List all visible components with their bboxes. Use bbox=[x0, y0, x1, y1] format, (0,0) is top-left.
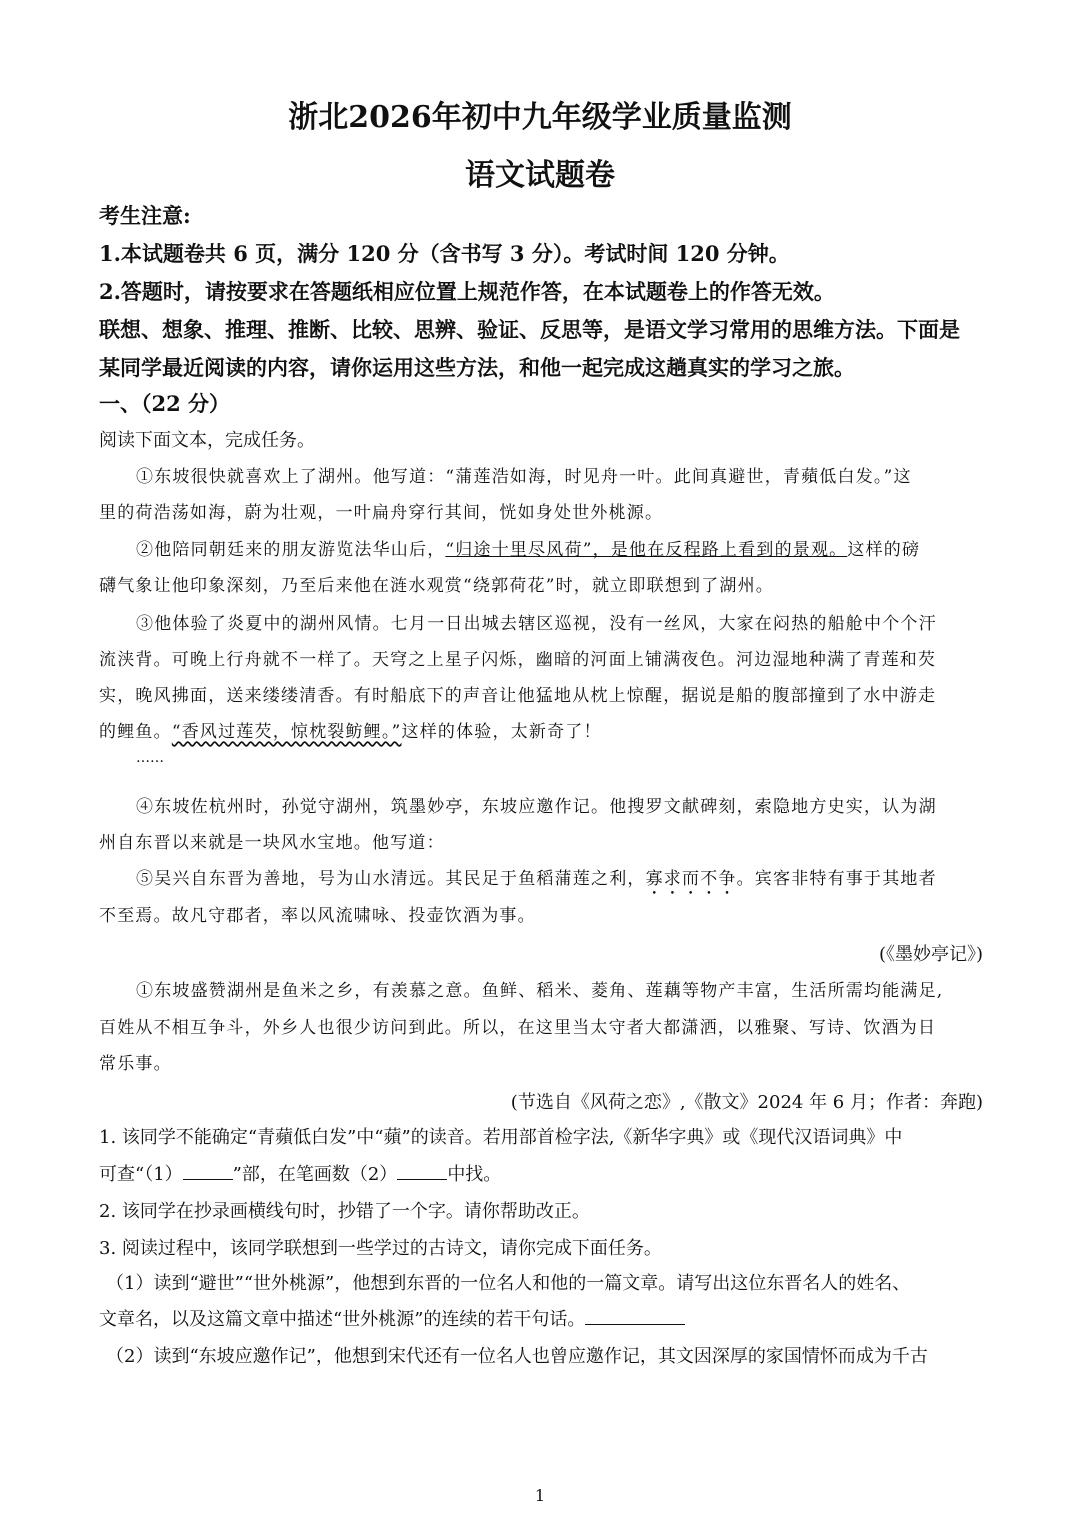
passage-p3-line2: 流浃背。可晚上行舟就不一样了。天穹之上星子闪烁，幽暗的河面上铺满夜色。河边湿地种满了青莲和芡 bbox=[99, 650, 937, 670]
question-1-line1: 1. 该同学不能确定“青蘋低白发”中“蘋”的读音。若用部首检字法,《新华字典》或《现代汉语词典》中 bbox=[99, 1127, 903, 1148]
section-instruction: 阅读下面文本，完成任务。 bbox=[99, 430, 315, 451]
page-number: 1 bbox=[534, 1486, 546, 1505]
q1-text-b: ”部，在笔画数（2） bbox=[232, 1164, 398, 1185]
ellipsis: …… bbox=[136, 750, 164, 766]
passage-p2-line1 bbox=[136, 535, 983, 560]
passage-p4-line1: ④东坡佐杭州时，孙觉守湖州，筑墨妙亭，东坡应邀作记。他搜罗文献碑刻，索隐地方史实，认为湖 bbox=[136, 797, 937, 817]
passage-source: (节选自《风荷之恋》,《散文》2024 年 6 月；作者：奔跑) bbox=[510, 1092, 983, 1113]
passage-p4-line2: 州自东晋以来就是一块风水宝地。他写道： bbox=[99, 833, 445, 853]
p5-text-c: 。宾客非特有事于其地者 bbox=[736, 869, 937, 889]
passage-p5-line1 bbox=[136, 864, 983, 899]
question-1-line2 bbox=[99, 1160, 983, 1186]
p3-text-a: 的鲤鱼。 bbox=[99, 722, 172, 742]
question-2: 2. 该同学在抄录画横线句时，抄错了一个字。请你帮助改正。 bbox=[99, 1201, 590, 1222]
question-3-1-line2 bbox=[99, 1305, 983, 1331]
passage-p3-line1: ③他体验了炎夏中的湖州风情。七月一日出城去辖区巡视，没有一丝风，大家在闷热的船舱中个个汗 bbox=[136, 614, 937, 634]
passage-p1-line1: ①东坡很快就喜欢上了湖州。他写道：“蒲莲浩如海，时见舟一叶。此间真避世，青蘋低白发。”这 bbox=[136, 467, 912, 487]
notice-label: 考生注意: bbox=[99, 203, 191, 228]
p3-text-c: 这样的体验，太新奇了！ bbox=[401, 722, 602, 742]
section-heading: 一、（22 分） bbox=[99, 391, 231, 416]
passage-p6-line3: 常乐事。 bbox=[99, 1054, 172, 1074]
q3-1-blank[interactable] bbox=[585, 1308, 685, 1325]
question-3-2-line1: （2）读到“东坡应邀作记”，他想到宋代还有一位名人也曾应邀作记，其文因深厚的家国情怀而成为千古 bbox=[106, 1346, 928, 1367]
q1-text-c: 中找。 bbox=[447, 1164, 502, 1185]
intro-line-2: 某同学最近阅读的内容，请你运用这些方法，和他一起完成这趟真实的学习之旅。 bbox=[99, 355, 855, 380]
passage-p5-line2: 不至焉。故凡守郡者，率以风流啸咏、投壶饮酒为事。 bbox=[99, 906, 536, 926]
passage-p2-line2: 礴气象让他印象深刻，乃至后来他在涟水观赏“绕郭荷花”时，就立即联想到了湖州。 bbox=[99, 576, 774, 596]
passage-p3-line3: 实，晚风拂面，送来缕缕清香。有时船底下的声音让他猛地从枕上惊醒，据说是船的腹部撞到了水中游走 bbox=[99, 686, 937, 706]
q3-1-text: 文章名，以及这篇文章中描述“世外桃源”的连续的若干句话。 bbox=[99, 1309, 586, 1330]
p5-text-a: ⑤吴兴自东晋为善地，号为山水清远。其民足于鱼稻蒲莲之利， bbox=[136, 869, 646, 889]
notice-item-2: 2.答题时，请按要求在答题纸相应位置上规范作答，在本试题卷上的作答无效。 bbox=[99, 279, 835, 304]
q1-text-a: 可查“（1） bbox=[99, 1164, 183, 1185]
p5-dotted-phrase: 寡求而不争 bbox=[645, 869, 737, 889]
p2-underlined-sentence: “归途十里尽风荷”，是他在反程路上看到的景观。 bbox=[445, 540, 848, 560]
p2-text-a: ②他陪同朝廷来的朋友游览法华山后， bbox=[136, 540, 446, 560]
passage-p5-source: (《墨妙亭记》) bbox=[878, 944, 983, 965]
question-3-1-line1: （1）读到“避世”“世外桃源”，他想到东晋的一位名人和他的一篇文章。请写出这位东晋名人的姓名、 bbox=[106, 1273, 911, 1294]
exam-title: 浙北2026年初中九年级学业质量监测 bbox=[288, 100, 792, 135]
intro-line-1: 联想、想象、推理、推断、比较、思辨、验证、反思等，是语文学习常用的思维方法。下面是 bbox=[99, 317, 960, 342]
p2-text-c: 这样的磅 bbox=[847, 540, 921, 560]
passage-p6-line1: ①东坡盛赞湖州是鱼米之乡，有羡慕之意。鱼鲜、稻米、菱角、莲藕等物产丰富，生活所需均能满足, bbox=[136, 981, 944, 1001]
passage-p6-line2: 百姓从不相互争斗，外乡人也很少访问到此。所以，在这里当太守者大都潇洒，以雅聚、写诗、饮酒为日 bbox=[99, 1018, 937, 1038]
exam-subtitle: 语文试题卷 bbox=[465, 158, 615, 193]
passage-p3-line4 bbox=[99, 717, 983, 742]
notice-item-1: 1.本试题卷共 6 页，满分 120 分（含书写 3 分）。考试时间 120 分钟。 bbox=[99, 241, 790, 266]
q1-blank-2[interactable] bbox=[397, 1163, 447, 1180]
p3-wavy-quote: “香风过莲芡，惊枕裂鲂鲤。” bbox=[171, 722, 402, 742]
passage-p1-line2: 里的荷浩荡如海，蔚为壮观，一叶扁舟穿行其间，恍如身处世外桃源。 bbox=[99, 503, 664, 523]
question-3: 3. 阅读过程中，该同学联想到一些学过的古诗文，请你完成下面任务。 bbox=[99, 1238, 662, 1259]
q1-blank-1[interactable] bbox=[183, 1163, 233, 1180]
